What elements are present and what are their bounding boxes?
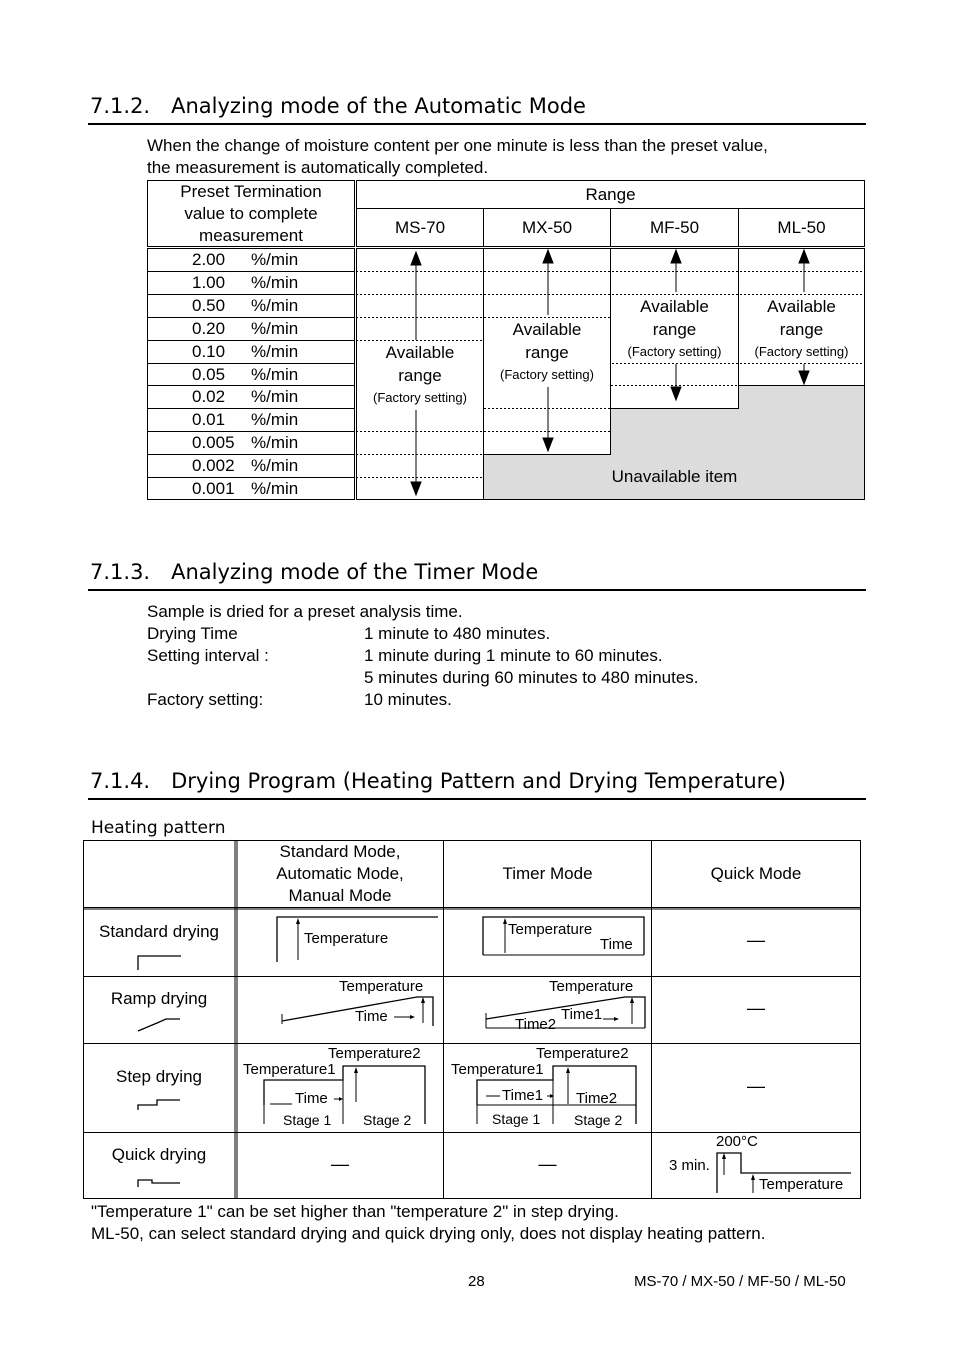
unavailable-item-label: Unavailable item (611, 467, 738, 486)
note-line2: ML-50, can select standard drying and quick drying only, does not display heating pattern. (91, 1224, 766, 1243)
timer-interval-row2: 5 minutes during 60 minutes to 480 minutes. (364, 668, 699, 687)
row-standard-drying: Standard drying (98, 922, 220, 941)
timer-drying-time-row: Drying Time 1 minute to 480 minutes. (147, 624, 551, 643)
step-drying-icon (138, 1100, 180, 1110)
timer-step-time1-label: Time1 (502, 1087, 544, 1104)
timer-std-temp-label: Temperature (508, 921, 593, 938)
preset-value: 0.02 %/min (192, 387, 299, 407)
preset-value: 0.01 %/min (192, 410, 299, 430)
s712-intro-line2: the measurement is automatically completed. (147, 158, 489, 177)
timer-step-temp1-label: Temperature1 (451, 1061, 544, 1078)
preset-value: 1.00 %/min (192, 272, 299, 292)
page-number: 28 (468, 1273, 485, 1290)
ramp-temp-label: Temperature (339, 978, 424, 995)
mf50-available-range: Available range (Factory setting) (611, 295, 738, 363)
ramp-time-label: Time (355, 1008, 388, 1025)
section-712-title: 7.1.2. Analyzing mode of the Automatic Mode (90, 94, 586, 118)
standard-quick-dash: — (331, 1154, 349, 1174)
preset-header-line3: measurement (199, 226, 303, 245)
quick-temp-value: 200°C (716, 1133, 758, 1150)
timer-intro: Sample is dried for a preset analysis time. (147, 602, 463, 621)
range-header: Range (585, 184, 636, 204)
std-temp-label: Temperature (304, 930, 389, 947)
timer-ramp-time1-label: Time1 (561, 1006, 603, 1023)
model-ml50: ML-50 (777, 217, 826, 237)
mx50-available-range: Available range (Factory setting) (484, 318, 610, 386)
preset-value: 0.10 %/min (192, 341, 299, 361)
preset-value: 0.005 %/min (192, 433, 299, 453)
timer-ramp-time2-label: Time2 (515, 1016, 557, 1033)
preset-value: 0.002 %/min (192, 456, 299, 476)
timer-interval-row: Setting interval : 1 minute during 1 minute to 60 minutes. (147, 646, 663, 665)
timer-quick-dash: — (538, 1154, 557, 1174)
step-temp1-label: Temperature1 (243, 1061, 336, 1078)
ms70-available-range: Available range (Factory setting) (357, 341, 483, 409)
footer-models: MS-70 / MX-50 / MF-50 / ML-50 (634, 1273, 846, 1290)
col-quick-mode: Quick Mode (710, 864, 802, 883)
step-stage2-label: Stage 2 (363, 1112, 412, 1128)
heating-pattern-subtitle: Heating pattern (91, 818, 226, 838)
preset-header-line2: value to complete (184, 204, 318, 223)
quick-drying-icon (138, 1180, 180, 1187)
ramp-drying-icon (138, 1019, 180, 1031)
timer-step-stage2-label: Stage 2 (574, 1112, 623, 1128)
quick-ramp-dash: — (747, 998, 765, 1018)
timer-step-temp2-label: Temperature2 (536, 1045, 629, 1062)
step-temp2-label: Temperature2 (328, 1045, 421, 1062)
row-ramp-drying: Ramp drying (110, 989, 208, 1008)
note-line1: "Temperature 1" can be set higher than "temperature 2" in step drying. (91, 1202, 619, 1221)
preset-value: 0.50 %/min (192, 295, 299, 315)
preset-value: 2.00 %/min (192, 250, 299, 269)
quick-step-dash: — (747, 1076, 765, 1096)
preset-header-line1: Preset Termination (180, 182, 322, 201)
step-time-label: Time (295, 1090, 328, 1107)
col-timer-mode: Timer Mode (502, 864, 593, 883)
standard-drying-icon (138, 956, 181, 970)
section-714-title: 7.1.4. Drying Program (Heating Pattern and Drying Temperature) (90, 769, 786, 793)
row-quick-drying: Quick drying (111, 1145, 207, 1164)
quick-std-dash: — (747, 930, 765, 950)
timer-factory-row: Factory setting: 10 minutes. (147, 690, 452, 709)
timer-ramp-temp-label: Temperature (549, 978, 634, 995)
preset-value: 0.05 %/min (192, 364, 299, 384)
model-mf50: MF-50 (649, 217, 700, 237)
quick-time-value: 3 min. (669, 1157, 710, 1174)
timer-step-time2-label: Time2 (576, 1090, 618, 1107)
quick-temperature-label: Temperature (759, 1176, 844, 1193)
timer-step-stage1-label: Stage 1 (492, 1111, 541, 1127)
step-stage1-label: Stage 1 (283, 1112, 332, 1128)
preset-value: 0.20 %/min (192, 318, 299, 338)
ml50-available-range: Available range (Factory setting) (739, 295, 864, 363)
model-mx50: MX-50 (521, 217, 573, 237)
timer-std-time-label: Time (600, 936, 633, 953)
preset-value: 0.001 %/min (192, 479, 299, 499)
col-standard-mode: Standard Mode, Automatic Mode, Manual Mode (276, 842, 404, 905)
model-ms70: MS-70 (394, 217, 446, 237)
section-713-title: 7.1.3. Analyzing mode of the Timer Mode (90, 560, 539, 584)
s712-intro-line1: When the change of moisture content per one minute is less than the preset value, (147, 136, 768, 155)
row-step-drying: Step drying (116, 1067, 202, 1086)
